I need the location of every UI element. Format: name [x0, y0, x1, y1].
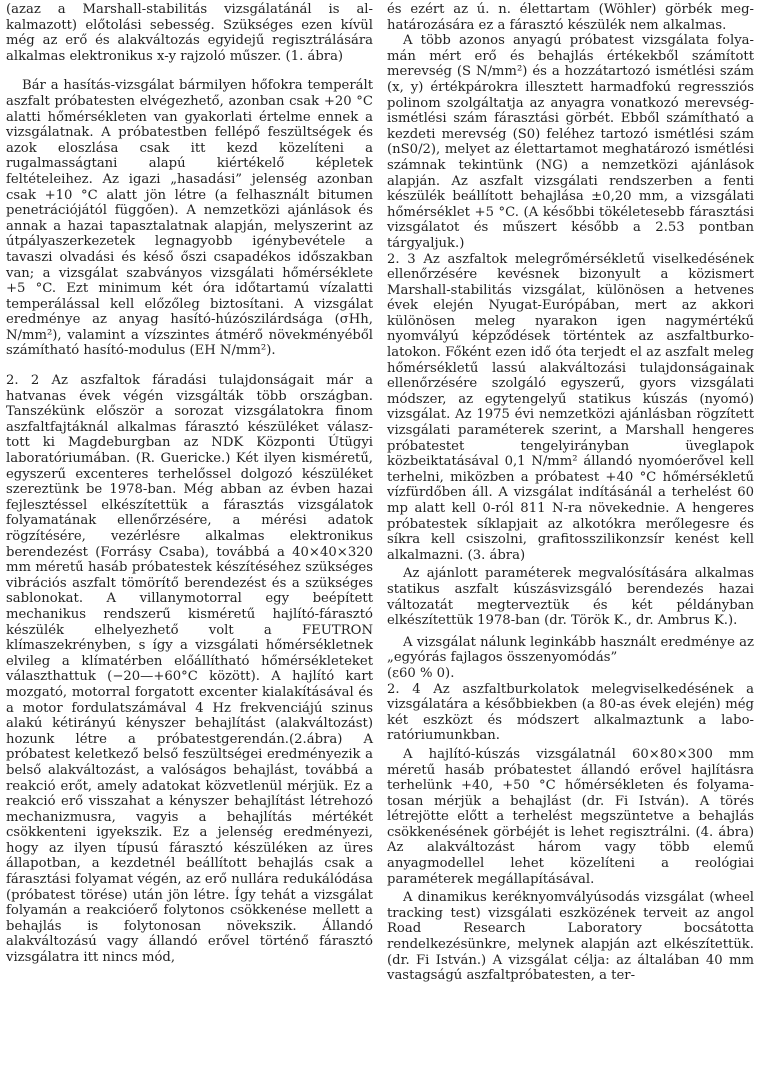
paragraph: A dinamikus keréknyomvályúsodás vizsgálat (wheel tracking test) vizsgálati eszközének terveit az angol Road Research Laboratory bocsátotta rendelkezésünkre, melynek alapján azt elkészítettük. (dr. Fi István.) A vizsgálat célja: az általában 40 mm vastagságú aszfaltpróbatesten, a ter-: [387, 890, 754, 984]
paragraph: A hajlító-kúszás vizsgálatnál 60×80×300 mm méretű hasáb próbatestet állandó erővel hajlításra terhelünk +40, +50 °C hőmérsékleten és folyamatosan mérjük a behajlást (dr. Fi István). A törés létrejötte előtt a terhelést megszüntetve a behajlás csökkenésének görbéjét is lehet regisztrálni. (4. ábra) Az alakváltozást három vagy több elemű anyagmodellel lehet közelíteni a reológiai paraméterek megállapításával.: [387, 746, 754, 887]
section-paragraph-2-4: 2. 4 Az aszfaltburkolatok melegviselkedésének a vizsgálatára a későbbiekben (a 80-as évek elején) még két eszközt és módszert alkalmaztunk a laboratóriumunkban.: [387, 681, 754, 744]
paragraph: Bár a hasítás-vizsgálat bármilyen hőfokra temperált aszfalt próbatesten elvégezhető, azonban csak +20 °C alatti hőmérsékleten van gyakorlati értelme ennek a vizsgálatnak. A próbatestben fellépő feszültségek és azok eloszlása csak itt kezd közelíteni a rugalmasságtani alapú kiértékelő képletek feltételeihez. Az igazi „hasadási” jelenség azonban csak +10 °C alatt jön létre (a felhasznált bitumen penetrációjától függően). A nemzetközi ajánlások és annak a hazai tapasztalatnak alapján, melyszerint az útpályaszerkezetek legnagyobb igénybevétele a tavaszi olvadási és késő őszi csapadékos időszakban van; a vizsgálat szabványos vizsgálati hőmérséklete +5 °C. Ezt minimum két óra időtartamú vízalatti temperálással kell előzőleg biztosítani. A vizsgálat eredménye az anyag hasító-húzószilárdsága (σHh, N/mm²), valamint a vízszintes átmérő növekményéből számítható hasító-modulus (EH N/mm²).: [6, 78, 373, 359]
paragraph: (azaz a Marshall-stabilitás vizsgálatánál is alkalmazott) előtolási sebesség. Szükséges ezen kívül még az erő és alakváltozás egyidejű regisztrálására alkalmas elektronikus x-y rajzoló műszer. (1. ábra): [6, 2, 373, 64]
paragraph: és ezért az ú. n. élettartam (Wöhler) görbék meghatározására ez a fárasztó készülék nem alkalmas.: [387, 2, 754, 33]
paragraph: A több azonos anyagú próbatest vizsgálata folyamán mért erő és behajlás értékekből számított merevség (S N/mm²) és a hozzátartozó ismétlési szám (x, y) értékpárokra illesztett harmadfokú regressziós polinom szolgáltatja az anyagra vonatkozó merevség-ismétlési szám fárasztási görbét. Ebből számítható a kezdeti merevség (S0) feléhez tartozó ismétlési szám (nS0/2), melyet az élettartamot meghatározó ismétlési számnak tekintünk (NG) a nemzetközi ajánlások alapján. Az aszfalt vizsgálati rendszerben a fenti készülék beállított behajlása ±0,20 mm, a vizsgálati hőmérséklet +5 °C. (A későbbi tökéletesebb fárasztási vizsgálatot és műszert később a 2.53 pontban tárgyaljuk.): [387, 33, 754, 251]
section-paragraph-2-2: 2. 2 Az aszfaltok fáradási tulajdonságait már a hatvanas évek végén vizsgálták több országban. Tanszékünk először a sorozat vizsgálatokra finom aszfaltfajtáknál alkalmas fárasztó készüléket választott ki Magdeburgban az NDK Központi Útügyi laboratóriumában. (R. Guericke.) Két ilyen kisméretű, egyszerű excenteres terhelőssel dolgozó készüléket szereztünk be 1978-ban. Még abban az évben hazai fejlesztéssel elkészítettük a fárasztás vizsgálatok folyamatának ellenőrzésére, a mérési adatok rögzítésére, vezérlésre alkalmas elektronikus berendezést (Forrásy Csaba), továbbá a 40×40×320 mm méretű hasáb próbatestek készítéséhez szükséges vibrációs aszfalt tömörítő berendezést és a szükséges sablonokat. A villanymotorral egy beépített mechanikus rendszerű kisméretű hajlító-fárasztó készülék elhelyezhető volt a FEUTRON klímaszekrényben, s így a vizsgálati hőmérsékletnek elvileg a klímatérben előállítható hőmérsékleteket választhattuk (−20—+60°C között). A hajlító kart mozgató, motorral forgatott excenter kialakításával és a motor fordulatszámával 4 Hz frekvenciájú szinus alakú kétirányú kényszer behajlítást (alakváltozást) hozunk létre a próbatestgerendán.(2.ábra) A próbatest keletkező belső feszültségei eredményezik a belső alakváltozást, a valóságos behajlást, továbbá a reakció erőt, amely adatokat közvetlenül mérjük. Ez a reakció erő visszahat a kényszer behajlítást létrehozó mechanizmusra, vagyis a behajlítás mértékét csökkenteni igyekszik. Ez a jelenség eredményezi, hogy az ilyen típusú fárasztó készüléken az üres állapotban, a kezdetnél beállított behajlás csak a fárasztási folyamat végén, az erő nullára redukálódása (próbatest törése) után jön létre. Így tehát a vizsgálat folyamán a reakcióerő folytonos csökkenése mellett a behajlás is folytonosan növekszik. Állandó alakváltozású vagy állandó erővel történő fárasztó vizsgálatra itt nincs mód,: [6, 373, 373, 966]
paragraph: Az ajánlott paraméterek megvalósítására alkalmas statikus aszfalt kúszásvizsgáló berendezés hazai változatát megterveztük és két példányban elkészítettük 1978-ban (dr. Török K., dr. Ambrus K.).: [387, 566, 754, 629]
formula-line: (ε60 % 0).: [387, 665, 455, 681]
right-text-column: [387, 2, 754, 984]
paragraph: A vizsgálat nálunk leginkább használt eredménye az „egyórás fajlagos összenyomódás”: [387, 634, 754, 666]
left-text-column: [6, 2, 373, 966]
section-paragraph-2-3: 2. 3 Az aszfaltok melegrőmérsékletű viselkedésének ellenőrzésére kevésnek bizonyult a közismert Marshall-stabilitás vizsgálat, különösen a hetvenes évek elején Nyugat-Európában, mert az akkori különösen meleg nyarakon igen nagymértékű nyomvályú képződések történtek az aszfaltburkolatokon. Főként ezen idő óta terjedt el az aszfalt meleg hőmérsékletű lassú alakváltozási tulajdonságainak ellenőrzésére szolgáló egyszerű, gyors vizsgálati módszer, az egytengelyű statikus kúszás (nyomó) vizsgálat. Az 1975 évi nemzetközi ajánlásban rögzített vizsgálati paraméterek szerint, a Marshall hengeres próbatestet tengelyirányban üveglapok közbeiktatásával 0,1 N/mm² állandó nyomóerővel kell terhelni, miközben a próbatest +40 °C hőmérsékletű vízfürdőben áll. A vizsgálat indításánál a terhelést 60 mp alatt kell 0-ról 811 N-ra növekednie. A hengeres próbatestek síklapjait az alkotókra merőlegesre és síkra kell csiszolni, grafitosszilikonzsír kenést kell alkalmazni. (3. ábra): [387, 251, 754, 563]
document-page: [4, 0, 756, 1081]
